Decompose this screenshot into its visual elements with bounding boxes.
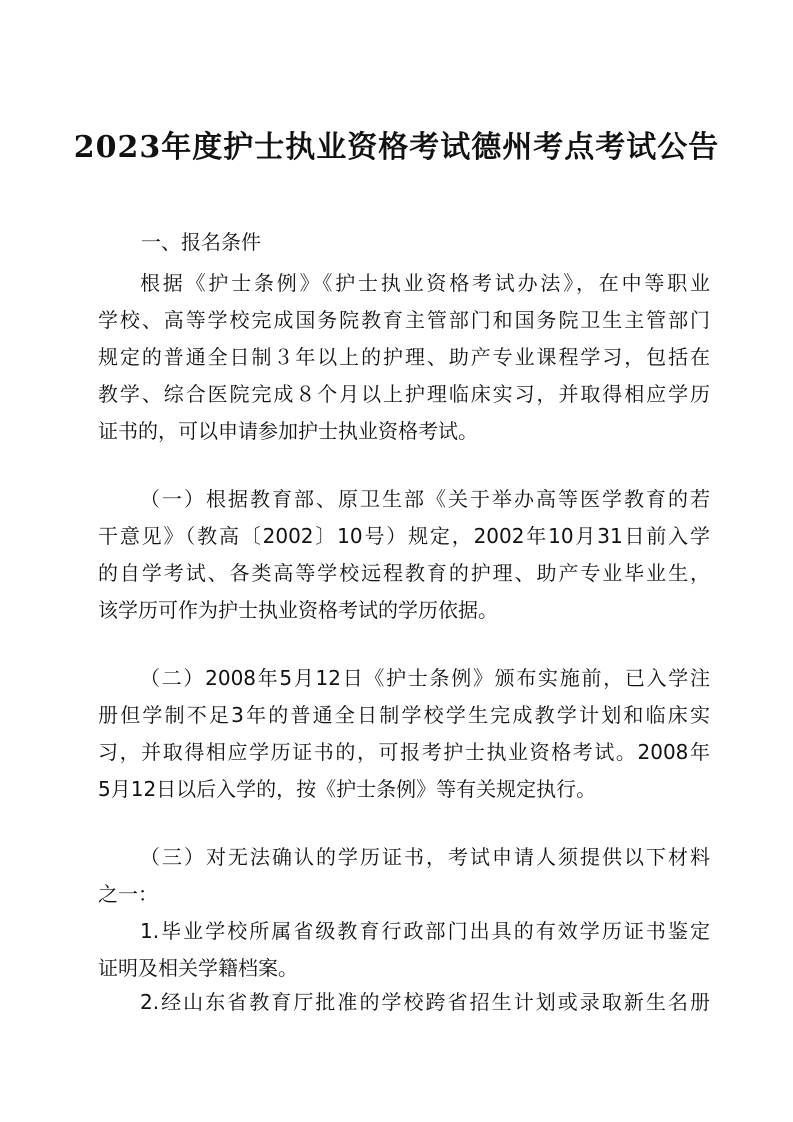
document-title: 2023年度护士执业资格考试德州考点考试公告	[73, 130, 720, 165]
text-line: 习，并取得相应学历证书的，可报考护士执业资格考试。2008年	[98, 740, 710, 764]
paragraph-item-2	[98, 660, 710, 808]
text-line: 5月12日以后入学的，按《护士条例》等有关规定执行。	[98, 777, 597, 801]
text-line: （二）2008年5月12日《护士条例》颁布实施前，已入学注	[140, 666, 710, 690]
paragraph-subitem-2	[98, 984, 710, 1021]
text-line: 之一：	[98, 882, 158, 906]
text-line: 证书的，可以申请参加护士执业资格考试。	[98, 419, 478, 443]
text-line: 该学历可作为护士执业资格考试的学历依据。	[98, 598, 498, 622]
paragraph-item-1	[98, 481, 710, 629]
text-line: （一）根据教育部、原卫生部《关于举办高等医学教育的若	[140, 487, 710, 511]
paragraph-item-3	[98, 839, 710, 913]
paragraph-subitem-1	[98, 913, 710, 987]
text-line: 证明及相关学籍档案。	[98, 956, 298, 980]
text-line: 规定的普通全日制３年以上的护理、助产专业课程学习，包括在	[98, 345, 710, 369]
text-line: 册但学制不足3年的普通全日制学校学生完成教学计划和临床实	[98, 703, 710, 727]
section-heading-registration-conditions: 一、报名条件	[141, 230, 261, 254]
text-line: 根据《护士条例》《护士执业资格考试办法》，在中等职业	[140, 271, 710, 295]
text-line: 学校、高等学校完成国务院教育主管部门和国务院卫生主管部门	[98, 308, 710, 332]
paragraph-regulation-basis	[98, 265, 710, 450]
text-line: 的自学考试、各类高等学校远程教育的护理、助产专业毕业生，	[98, 561, 710, 585]
text-line: （三）对无法确认的学历证书，考试申请人须提供以下材料	[140, 845, 710, 869]
text-line: 1.毕业学校所属省级教育行政部门出具的有效学历证书鉴定	[140, 919, 710, 943]
text-line: 干意见》（教高〔2002〕10号）规定，2002年10月31日前入学	[98, 524, 710, 548]
text-line: 教学、综合医院完成８个月以上护理临床实习，并取得相应学历	[98, 382, 710, 406]
text-line: 2.经山东省教育厅批准的学校跨省招生计划或录取新生名册	[140, 990, 710, 1014]
